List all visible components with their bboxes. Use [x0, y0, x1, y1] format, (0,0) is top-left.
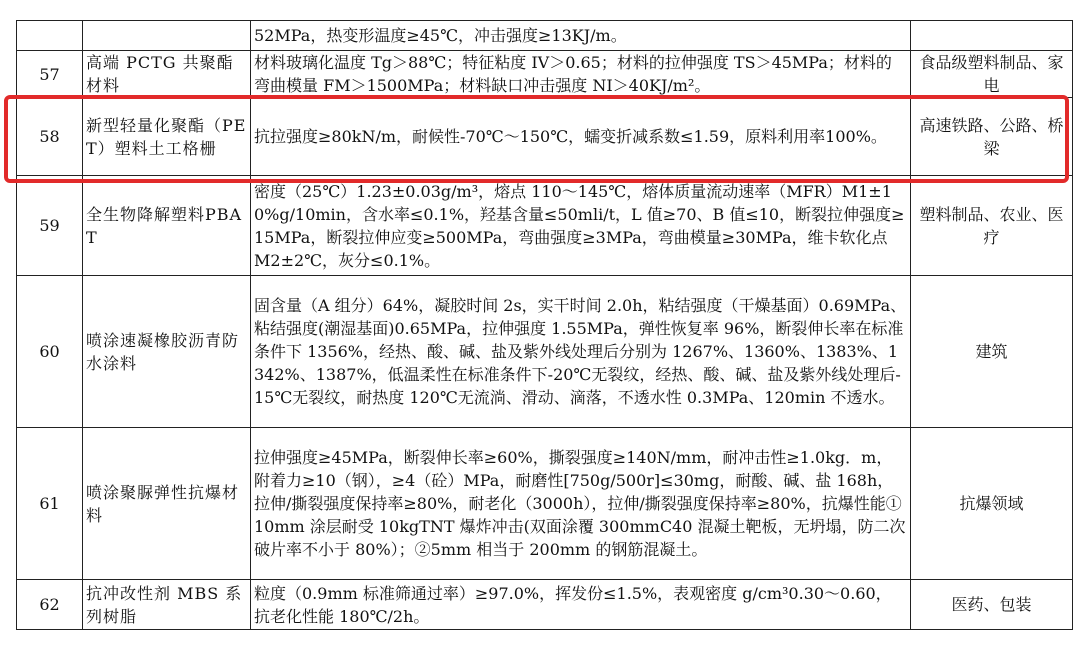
row-number [17, 21, 83, 51]
table-row [17, 276, 1073, 428]
materials-table [16, 20, 1073, 630]
material-name: 全生物降解塑料PBAT [83, 176, 251, 276]
material-spec: 粒度（0.9mm 标准筛通过率）≥97.0%，挥发份≤1.5%，表观密度 g/cm³0.30～0.60，抗老化性能 180℃/2h。 [251, 580, 911, 630]
material-spec: 拉伸强度≥45MPa，断裂伸长率≥60%，撕裂强度≥140N/mm，耐冲击性≥1.0kg．m，附着力≥10（钢），≥4（砼）MPa，耐磨性[750g/500r]≤30mg，耐酸、碱、盐 168h，拉伸/撕裂强度保持率≥80%，耐老化（3000h），拉伸/撕裂强度保持率≥80%，抗爆性能①10mm 涂层耐受 10kgTNT 爆炸冲击(双面涂覆 300mmC40 混凝土靶板，无坍塌，防二次破片率不小于 80%）；②5mm 相当于 200mm 的钢筋混凝土。 [251, 428, 911, 580]
material-name: 喷涂聚脲弹性抗爆材料 [83, 428, 251, 580]
table-row [17, 176, 1073, 276]
table-row [17, 98, 1073, 176]
material-application: 塑料制品、农业、医疗 [911, 176, 1073, 276]
material-application: 医药、包装 [911, 580, 1073, 630]
row-number: 58 [17, 98, 83, 176]
material-spec: 抗拉强度≥80kN/m，耐候性-70℃～150℃，蠕变折减系数≤1.59，原料利用率100%。 [251, 98, 911, 176]
row-number: 61 [17, 428, 83, 580]
material-spec: 材料玻璃化温度 Tg＞88℃；特征粘度 IV＞0.65；材料的拉伸强度 TS＞45MPa；材料的弯曲模量 FM＞1500MPa；材料缺口冲击强度 NI＞40KJ/m²。 [251, 51, 911, 98]
row-number: 60 [17, 276, 83, 428]
row-number: 62 [17, 580, 83, 630]
table-row [17, 580, 1073, 630]
material-application: 抗爆领域 [911, 428, 1073, 580]
material-name: 新型轻量化聚酯（PET）塑料土工格栅 [83, 98, 251, 176]
table-row [17, 51, 1073, 98]
material-name: 喷涂速凝橡胶沥青防水涂料 [83, 276, 251, 428]
row-number: 57 [17, 51, 83, 98]
row-number: 59 [17, 176, 83, 276]
material-application [911, 21, 1073, 51]
material-application: 建筑 [911, 276, 1073, 428]
table-row [17, 21, 1073, 51]
material-name: 高端 PCTG 共聚酯材料 [83, 51, 251, 98]
material-spec: 密度（25℃）1.23±0.03g/m³，熔点 110～145℃，熔体质量流动速率（MFR）M1±10%g/10min，含水率≤0.1%，羟基含量≤50mli/t，L 值≥70、B 值≤10，断裂拉伸强度≥15MPa，断裂拉伸应变≥500MPa，弯曲强度≥3MPa，弯曲模量≥30MPa，维卡软化点 M2±2℃，灰分≤0.1%。 [251, 176, 911, 276]
material-name: 抗冲改性剂 MBS 系列树脂 [83, 580, 251, 630]
table-row [17, 428, 1073, 580]
material-name [83, 21, 251, 51]
material-application: 食品级塑料制品、家电 [911, 51, 1073, 98]
material-spec: 固含量（A 组分）64%，凝胶时间 2s，实干时间 2.0h，粘结强度（干燥基面）0.69MPa、粘结强度(潮湿基面)0.65MPa，拉伸强度 1.55MPa，弹性恢复率 96%，断裂伸长率在标准条件下 1356%，经热、酸、碱、盐及紫外线处理后分别为 1267%、1360%、1383%、1342%、1387%，低温柔性在标准条件下-20℃无裂纹，经热、酸、碱、盐及紫外线处理后-15℃无裂纹，耐热度 120℃无流淌、滑动、滴落，不透水性 0.3MPa、120min 不透水。 [251, 276, 911, 428]
material-application: 高速铁路、公路、桥梁 [911, 98, 1073, 176]
material-spec: 52MPa，热变形温度≥45℃，冲击强度≥13KJ/m。 [251, 21, 911, 51]
